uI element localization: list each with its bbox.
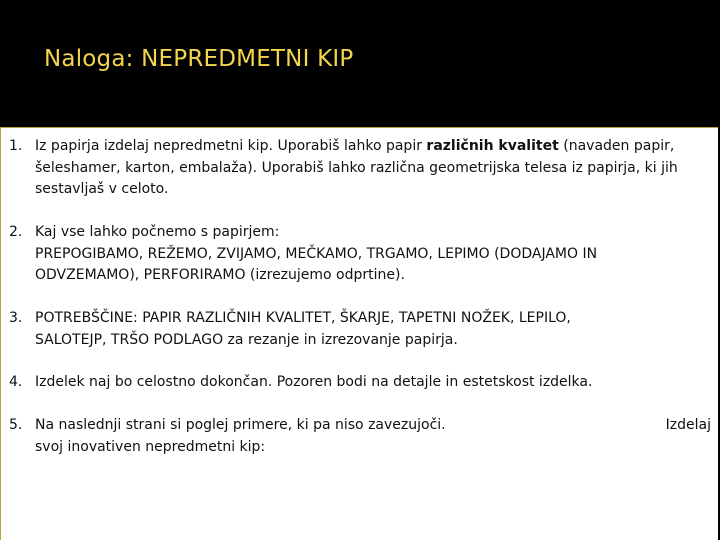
item-line: ODVZEMAMO), PERFORIRAMO (izrezujemo odprtine). xyxy=(35,267,405,283)
item-text xyxy=(35,415,715,458)
item-trailing-word: Izdelaj xyxy=(665,417,711,433)
text-run: (navaden papir, xyxy=(558,138,675,154)
item-line xyxy=(35,136,715,158)
item-text xyxy=(35,372,715,394)
slide-title: Naloga: NEPREDMETNI KIP xyxy=(44,46,354,72)
bold-text-run: različnih kvalitet xyxy=(426,138,559,154)
item-number: 2. xyxy=(9,224,23,240)
item-number: 5. xyxy=(9,417,23,433)
item-line: Na naslednji strani si poglej primere, ki pa niso zavezujoči. xyxy=(35,417,446,433)
item-line: SALOTEJP, TRŠO PODLAGO za rezanje in izrezovanje papirja. xyxy=(35,331,458,348)
item-line: Izdelek naj bo celostno dokončan. Pozoren bodi na detajle in estetskost izdelka. xyxy=(35,374,593,390)
item-number: 3. xyxy=(9,310,23,326)
item-number: 1. xyxy=(9,138,23,154)
item-line: PREPOGIBAMO, REŽEMO, ZVIJAMO, MEČKAMO, TRGAMO, LEPIMO (DODAJAMO IN xyxy=(35,245,598,262)
title-bar xyxy=(0,0,720,112)
item-text xyxy=(35,308,715,351)
item-number: 4. xyxy=(9,374,23,390)
item-line: POTREBŠČINE: PAPIR RAZLIČNIH KVALITET, ŠKARJE, TAPETNI NOŽEK, LEPILO, xyxy=(35,310,571,326)
slide-content xyxy=(0,127,718,540)
item-text xyxy=(35,136,715,201)
item-text xyxy=(35,222,715,287)
item-line: šeleshamer, karton, embalaža). Uporabiš lahko različna geometrijska telesa iz papirja, ki jih xyxy=(35,159,678,176)
item-line: sestavljaš v celoto. xyxy=(35,181,169,197)
item-line: svoj inovativen nepredmetni kip: xyxy=(35,438,266,455)
text-run: Iz papirja izdelaj nepredmetni kip. Uporabiš lahko papir xyxy=(35,138,427,154)
item-line: Kaj vse lahko počnemo s papirjem: xyxy=(35,224,280,240)
